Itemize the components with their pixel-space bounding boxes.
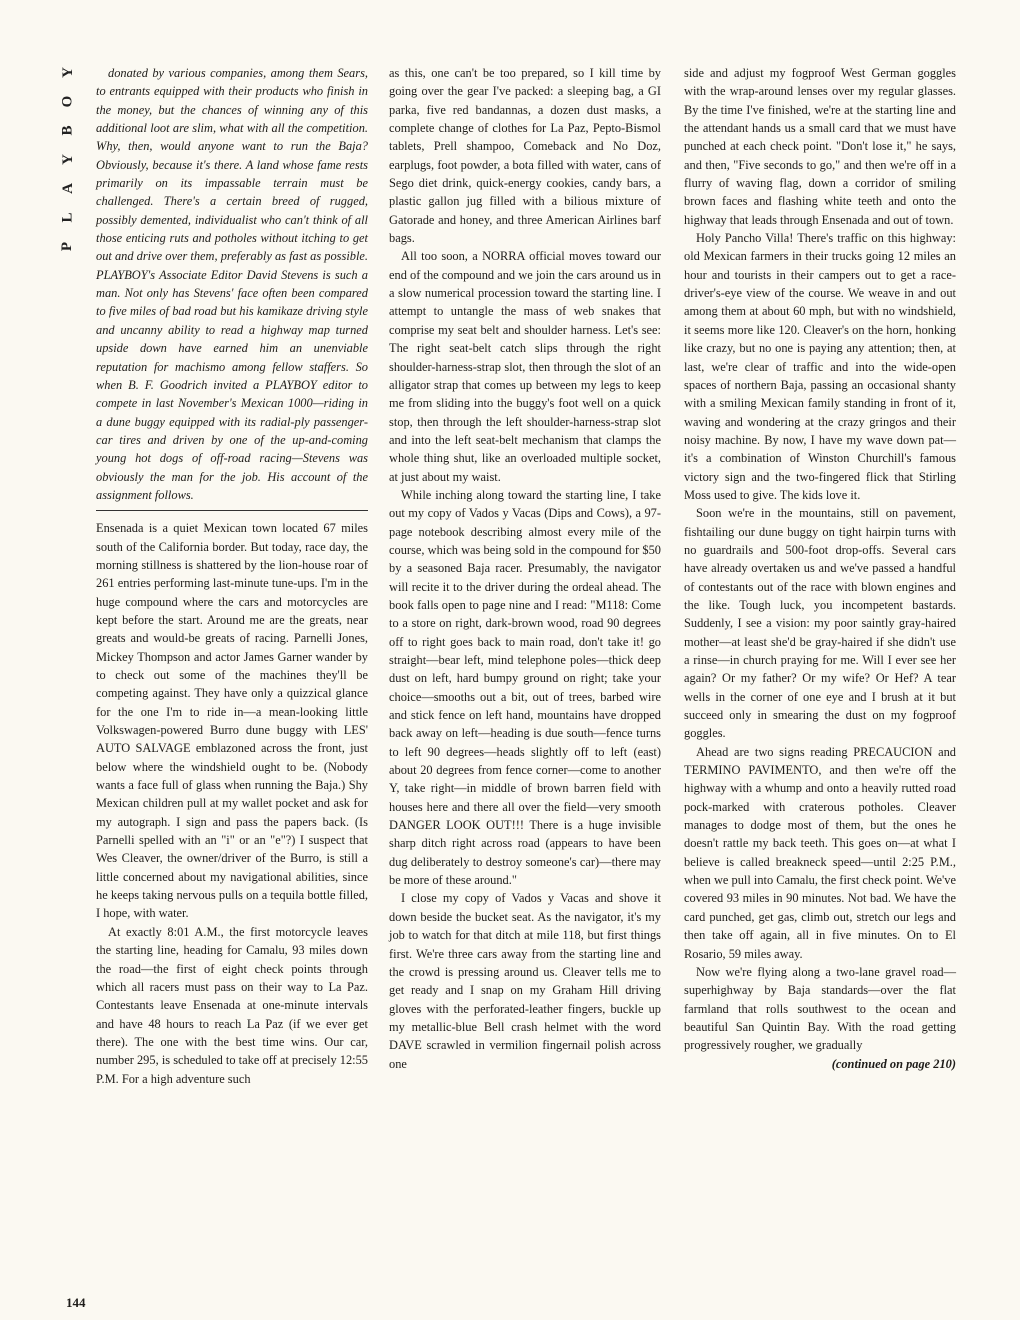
column-1 xyxy=(96,64,368,1088)
magazine-letter: A xyxy=(59,183,76,194)
body-paragraph: side and adjust my fogproof West German goggles with the wrap-around lenses over my regular glasses. By the time I've finished, we're at the starting line and the attendant hands us a small card that we must have punched at each check point. "Don't lose it," he says, and then, "Five seconds to go," and then we're off in a flurry of waving flag, down a corridor of smiling brown faces and flashing white teeth and onto the highway that leads through Ensenada and out of town. xyxy=(684,66,956,227)
magazine-letter: O xyxy=(59,95,76,108)
body-paragraph: Holy Pancho Villa! There's traffic on this highway: old Mexican farmers in their trucks going 12 miles an hour and tourists in their campers out to get a race-driver's-eye view of the course. We weave in and out among them at about 60 mph, but with no windshield, it seems more like 120. Cleaver's on the horn, honking like crazy, but no one is paying any attention; then, at last, we're clear of traffic and into the wide-open spaces of northern Baja, passing an occasional shanty with a smiling Mexican family standing in front of it, waving and wondering at the crazy gringos and their noisy machine. By now, I have my wave down pat—it's a combination of Winston Churchill's famous victory sign and the two-fingered flick that Stirling Moss used to give. The kids love it. xyxy=(684,231,956,502)
body-paragraph: Soon we're in the mountains, still on pavement, fishtailing our dune buggy on tight hairpin turns with no guardrails and 500-foot drop-offs. Several cars have already overtaken us and we've passed a handful of contestants out of the race with blown engines and the like. Tough luck, you incompetent bastards. Suddenly, I see a vision: my poor saintly gray-haired mother—at least she'd be gray-haired if she didn't use a rinse—in church praying for me. Will I ever see her again? Or my father? Or my wife? Or Hef? A tear wells in the corner of one eye and I brush at it but succeed only in smearing the dust on my fogproof goggles. xyxy=(684,506,956,741)
column-2 xyxy=(389,64,661,1073)
magazine-letter: L xyxy=(59,212,76,223)
magazine-letter: Y xyxy=(59,154,76,165)
body-paragraph: Now we're flying along a two-lane gravel road—superhighway by Baja standards—over the flat farmland that rolls southwest to the ocean and beautiful San Quintin Bay. With the road getting progressively rougher, we gradually xyxy=(684,964,956,1053)
editor-intro: donated by various companies, among them Sears, to entrants equipped with their products who finish in the money, but the chances of winning any of this additional loot are slim, what with all the competition. Why, then, would anyone want to run the Baja? Obviously, because it's there. A land whose fame rests primarily on its impassable terrain must be challenged. There's a certain breed of rugged, possibly demented, individualist who can't think of all those enticing ruts and potholes without itching to get out and drive over them, preferably as fast as possible. PLAYBOY's Associate Editor David Stevens is such a man. Not only has Stevens' face often been compared to five miles of bad road but his kamikaze driving style and uncanny ability to read a highway map turned upside down have earned him an unenviable reputation for machismo among fellow staffers. So when B. F. Goodrich invited a PLAYBOY editor to compete in last November's Mexican 1000—riding in a dune buggy equipped with its radial-ply passenger-car tires and driven by one of the up-and-coming young hot dogs of off-road racing—Stevens was obviously the man for the job. His account of the assignment follows. xyxy=(96,66,368,502)
body-paragraph: Ahead are two signs reading PRECAUCION and TERMINO PAVIMENTO, and then we're off the highway with a whump and onto a heavily rutted road pock-marked with craterous potholes. Cleaver manages to dodge most of them, but the ones he doesn't rattle my back teeth. This goes on—at what I believe is called breakneck speed—until 2:25 P.M., when we pull into Camalu, the first check point. We've covered 93 miles in 90 minutes. Not bad. We have the card punched, get gas, climb out, stretch our legs and then take off again, all in five minutes. On to El Rosario, 59 miles away. xyxy=(684,744,956,961)
column-3 xyxy=(684,64,956,1073)
body-paragraph: as this, one can't be too prepared, so I kill time by going over the gear I've packed: a sleeping bag, a GI parka, five red bandannas, a dozen dust masks, a complete change of clothes for La Paz, Pepto-Bismol tablets, Prell shampoo, Comeback and No Doz, earplugs, foot powder, a bota filled with water, cans of Sego diet drink, quick-energy cookies, candy bars, a plastic gallon jug filled with a bilious mixture of Gatorade and honey, and three American Airlines barf bags. xyxy=(389,66,661,246)
body-paragraph: I close my copy of Vados y Vacas and shove it down beside the bucket seat. As the navigator, it's my job to watch for that ditch at mile 118, but first things first. We're three cars away from the starting line and the crowd is pressing around us. Cleaver tells me to get ready and I snap on my Graham Hill driving gloves with the perforated-leather fingers, buckle up my metallic-blue Bell crash helmet with the word DAVE scrawled in vermilion fingernail polish across one xyxy=(389,891,661,1071)
continued-note: (continued on page 210) xyxy=(831,1056,956,1071)
magazine-letter: B xyxy=(59,125,76,136)
intro-divider xyxy=(96,510,368,511)
page-number: 144 xyxy=(66,1295,86,1310)
body-paragraph: Ensenada is a quiet Mexican town located 67 miles south of the California border. But today, race day, the morning stillness is shattered by the lion-house roar of 261 entries performing last-minute tune-ups. I'm in the huge compound where the cars and motorcycles are kept before the start. Around me are the greats, near greats and would-be greats of racing. Parnelli Jones, Mickey Thompson and actor James Garner wander by to check out some of the machines they'll be competing against. They have only a quizzical glance for the one I'm to ride in—a mean-looking little Volkswagen-powered Burro dune buggy with LES' AUTO SALVAGE emblazoned across the front, just below where the windshield ought to be. (Nobody wants a face full of glass when running the Baja.) Shy Mexican children pull at my wallet pocket and ask for my autograph. I sign and pass the papers back. (Is Parnelli spelled with an "i" or an "e"?) I suspect that Wes Cleaver, the owner/driver of the Burro, is still a little concerned about my navigational abilities, since he keeps taking nervous pulls on a tequila bottle filled, I hope, with water. xyxy=(96,521,368,921)
magazine-name-vertical xyxy=(58,58,78,261)
body-paragraph: While inching along toward the starting line, I take out my copy of Vados y Vacas (Dips and Cows), a 97-page notebook describing almost every mile of the course, which was being sold in the compound for $50 by a seasoned Baja racer. Presumably, the navigator will recite it to the driver during the ordeal ahead. The book falls open to page nine and I read: "M118: Come to a store on right, dark-brown wood, road 90 degrees off to right goes back to main road, don't take it! go straight—bear left, mind telephone poles—thick deep dust on left, hard bumpy ground on right; take your choice—smooths out a bit, out of trees, barbed wire and stick fence on left hand, mountains have dropped back away on left—heading is due south—fence turns to left 90 degrees—heads slightly off to left (east) about 20 degrees from fence corner—come to another Y, take right—in middle of brown barren field with houses here and there all over the field—very smooth DANGER LOOK OUT!!! There is a huge invisible sharp ditch right across road (appears to have been dug deliberately to destroy someone's car)—there may be more of these around." xyxy=(389,487,661,888)
magazine-letter: P xyxy=(59,241,76,252)
body-paragraph: All too soon, a NORRA official moves toward our end of the compound and we join the cars around us in a slow numerical procession toward the starting line. I attempt to untangle the mass of web snakes that comprise my seat belt and shoulder harness. Let's see: The right seat-belt catch slips through the right shoulder-harness-strap slot, then through the slot of an alligator strap that comes up between my legs to keep me from sliding into the buggy's foot well on a quick stop, then through the left shoulder-harness-strap slot and into the left seat-belt mechanism that clamps the whole thing shut, like an overloaded multiple socket, at just about my waist. xyxy=(389,249,661,484)
magazine-letter: Y xyxy=(59,67,76,78)
body-paragraph: At exactly 8:01 A.M., the first motorcycle leaves the starting line, heading for Camalu, 93 miles down the road—the first of eight check points through which all racers must pass on their way to La Paz. Contestants leave Ensenada at one-minute intervals and have 48 hours to reach La Paz (if we ever get there). The one with the best time wins. Our car, number 295, is scheduled to take off at precisely 12:55 P.M. For a high adventure such xyxy=(96,924,368,1086)
